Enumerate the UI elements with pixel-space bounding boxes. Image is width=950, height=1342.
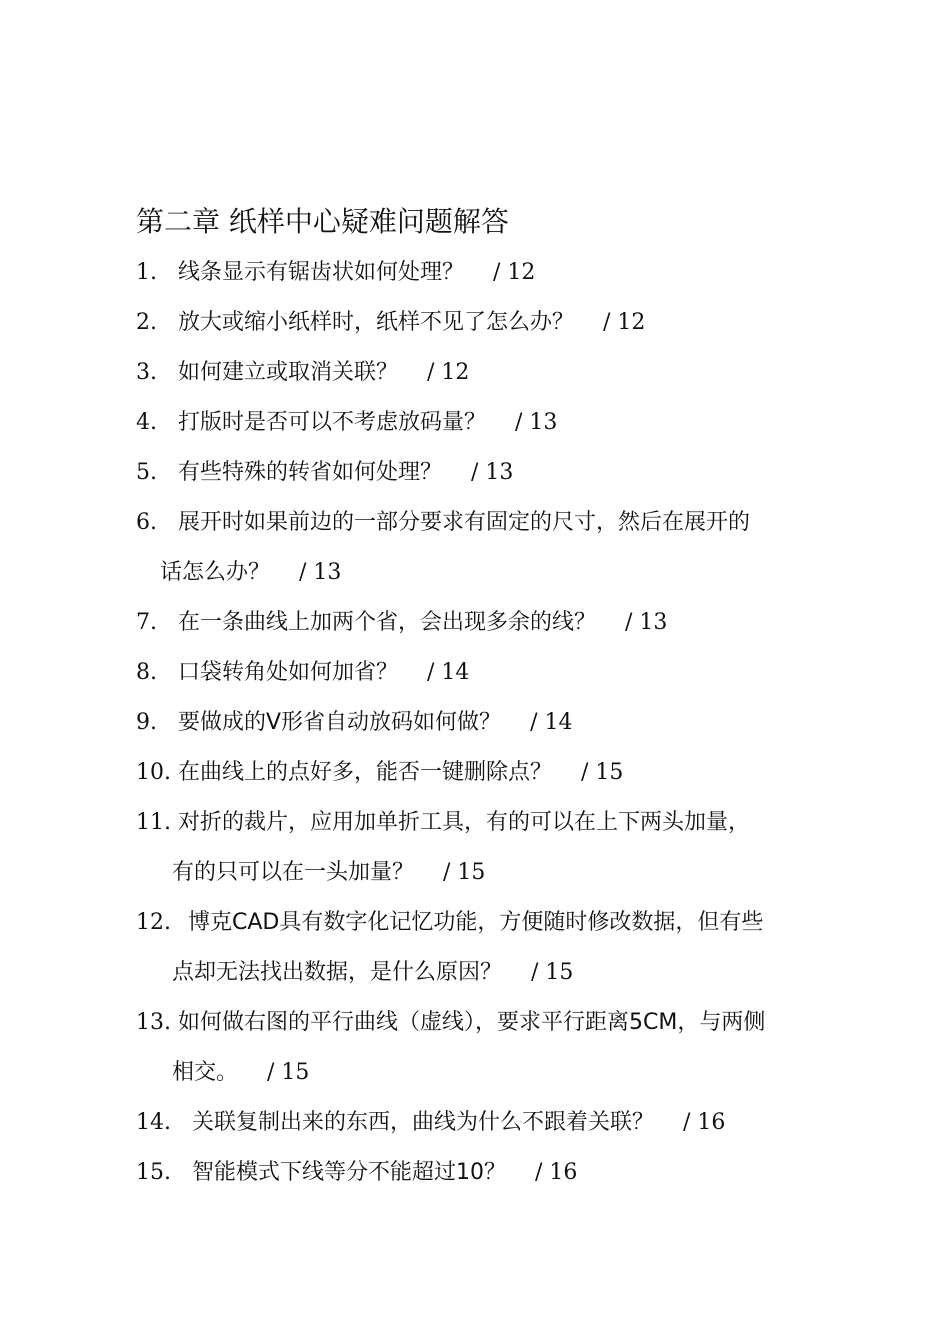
item-page-ref: / 14 — [530, 710, 573, 735]
toc-item-6 — [136, 508, 750, 538]
item-page-ref: / 13 — [515, 410, 558, 435]
item-text-continued: 点却无法找出数据，是什么原因？ — [172, 960, 503, 985]
item-text-continued: 相交。 — [172, 1060, 239, 1085]
item-number: 14. — [136, 1110, 171, 1135]
item-number: 3. — [136, 360, 157, 385]
toc-item-13 — [136, 1008, 765, 1038]
item-page-ref: / 13 — [625, 610, 668, 635]
item-text-continued: 有的只可以在一头加量？ — [172, 860, 415, 885]
toc-item-14 — [136, 1108, 725, 1138]
chapter-title: 第二章 纸样中心疑难问题解答 — [136, 205, 509, 238]
item-number: 7. — [136, 610, 157, 635]
toc-item-12-continuation — [172, 958, 573, 988]
item-text: 展开时如果前边的一部分要求有固定的尺寸，然后在展开的 — [178, 510, 751, 535]
item-text: 口袋转角处如何加省？ — [178, 660, 399, 685]
item-number: 4. — [136, 410, 157, 435]
item-page-ref: / 15 — [581, 760, 624, 785]
item-number: 11. — [136, 810, 171, 835]
item-text: 博克CAD具有数字化记忆功能，方便随时修改数据，但有些 — [188, 910, 764, 935]
item-text: 线条显示有锯齿状如何处理？ — [178, 260, 465, 285]
item-number: 9. — [136, 710, 157, 735]
item-page-ref: / 15 — [531, 960, 574, 985]
item-page-ref: / 12 — [427, 360, 470, 385]
toc-item-5 — [136, 458, 513, 488]
item-text: 智能模式下线等分不能超过10？ — [192, 1160, 506, 1185]
item-text: 如何做右图的平行曲线（虚线），要求平行距离5CM，与两侧 — [178, 1010, 766, 1035]
item-page-ref: / 13 — [299, 560, 342, 585]
item-number: 13. — [136, 1010, 171, 1035]
item-page-ref: / 12 — [493, 260, 536, 285]
item-number: 10. — [136, 760, 171, 785]
toc-item-11 — [136, 808, 750, 838]
item-page-ref: / 12 — [603, 310, 646, 335]
item-number: 2. — [136, 310, 157, 335]
toc-item-11-continuation — [172, 858, 485, 888]
item-page-ref: / 13 — [471, 460, 514, 485]
item-number: 6. — [136, 510, 157, 535]
toc-item-15 — [136, 1158, 577, 1188]
toc-item-4 — [136, 408, 557, 438]
toc-item-9 — [136, 708, 572, 738]
item-text-continued: 话怎么办？ — [160, 560, 271, 585]
item-page-ref: / 14 — [427, 660, 470, 685]
toc-item-3 — [136, 358, 469, 388]
toc-item-10 — [136, 758, 623, 788]
toc-item-7 — [136, 608, 667, 638]
item-text: 关联复制出来的东西，曲线为什么不跟着关联？ — [192, 1110, 655, 1135]
toc-item-12 — [136, 908, 763, 938]
item-text: 如何建立或取消关联？ — [178, 360, 399, 385]
toc-item-1 — [136, 258, 535, 288]
item-text: 在曲线上的点好多，能否一键删除点？ — [178, 760, 553, 785]
item-number: 1. — [136, 260, 157, 285]
item-number: 12. — [136, 910, 171, 935]
item-text: 对折的裁片，应用加单折工具，有的可以在上下两头加量， — [178, 810, 751, 835]
item-text: 有些特殊的转省如何处理？ — [178, 460, 443, 485]
toc-item-8 — [136, 658, 469, 688]
toc-item-2 — [136, 308, 645, 338]
item-text: 要做成的V形省自动放码如何做？ — [178, 710, 502, 735]
item-page-ref: / 16 — [535, 1160, 578, 1185]
item-number: 15. — [136, 1160, 171, 1185]
item-page-ref: / 15 — [443, 860, 486, 885]
item-page-ref: / 15 — [267, 1060, 310, 1085]
item-number: 8. — [136, 660, 157, 685]
toc-item-13-continuation — [172, 1058, 309, 1088]
item-text: 打版时是否可以不考虑放码量？ — [178, 410, 487, 435]
item-text: 在一条曲线上加两个省，会出现多余的线？ — [178, 610, 597, 635]
toc-item-6-continuation — [160, 558, 341, 588]
item-page-ref: / 16 — [683, 1110, 726, 1135]
item-number: 5. — [136, 460, 157, 485]
item-text: 放大或缩小纸样时，纸样不见了怎么办？ — [178, 310, 575, 335]
